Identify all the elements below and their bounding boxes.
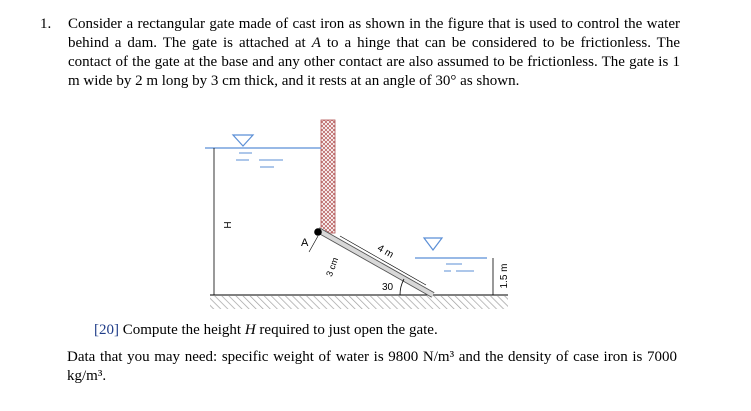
upstream-water-surface [205,135,321,167]
depth-label: 1.5 m [499,263,510,289]
question-text-part-1: Compute the height [119,322,245,338]
downstream-water-surface [415,238,487,271]
dam-wall [321,120,335,233]
gate-angle-label: 30 [382,282,394,293]
question-height-symbol: H [244,322,256,338]
question [94,322,438,339]
water-level-marker-icon [233,135,253,146]
question-points: [20] [94,322,119,338]
problem-number: 1. [40,16,52,32]
problem-text [68,15,680,91]
problem-text-part-1: Consider a rectangular gate made of cast iron as shown in the figure that is used to control the water behind a dam. The gate is attached at [68,16,680,51]
height-label: H [223,221,234,229]
height-dimension [214,148,234,295]
hinge-point-label-inline: A [311,35,321,51]
downstream-water-level-marker-icon [424,238,442,250]
gate-angle [382,279,404,295]
gate-length-label: 4 m [375,242,396,261]
hinge-point [314,228,322,236]
data-note: Data that you may need: specific weight of water is 9800 N/m³ and the density of case iron is 7000 kg/m³. [67,349,677,384]
dam-gate-figure [200,112,520,322]
problem-text-part-2: to a hinge that can be considered to be frictionless. The contact of the gate at the base and any other contact are also assumed to be frictionless. The gate is 1 m wide by 2 m long by 3 cm thick, and it rests at an angle of 30° as shown. [68,35,680,89]
ground [210,295,508,309]
question-text-part-2: required to just open the gate. [255,322,438,338]
gate-thickness-label: 3 cm [324,256,341,278]
hinge-label: A [301,237,309,249]
depth-dimension [493,258,510,295]
gate-length-dimension [340,236,426,285]
